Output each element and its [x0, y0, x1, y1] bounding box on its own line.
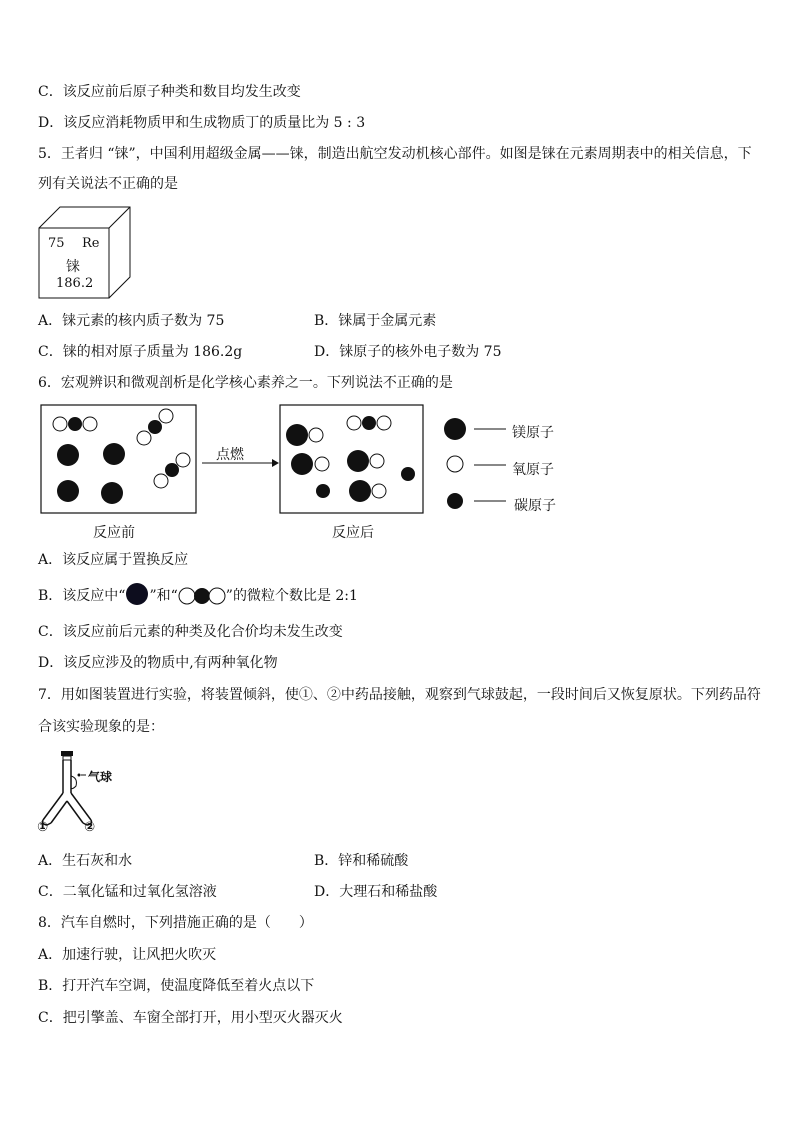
q6-stem: 6．宏观辨识和微观剖析是化学核心素养之一。下列说法不正确的是 — [38, 375, 453, 391]
q5-stem-cont: 列有关说法不正确的是 — [38, 176, 178, 192]
oxygen-atom — [176, 453, 190, 467]
carbon-atom — [165, 463, 179, 477]
q6-option-b — [38, 586, 358, 606]
q5-option-b: B．铼属于金属元素 — [314, 313, 437, 329]
legend-oxygen: 氧原子 — [512, 462, 554, 478]
q8-option-a: A．加速行驶，让风把火吹灭 — [38, 947, 217, 963]
before-label: 反应前 — [93, 525, 135, 541]
q5-stem: 5．王者归 “铼”，中国利用超级金属——铼，制造出航空发动机核心部件。如图是铼在元素周期表中的相关信息，下 — [38, 146, 752, 162]
legend-oxygen-icon — [447, 456, 463, 472]
q5-option-c: C．铼的相对原子质量为 186.2g — [38, 344, 243, 360]
legend-magnesium-icon — [444, 418, 466, 440]
oxygen-atom — [154, 474, 168, 488]
balloon-label: 气球 — [88, 770, 113, 784]
magnesium-atom — [103, 443, 125, 465]
q8-option-c: C．把引擎盖、车窗全部打开，用小型灭火器灭火 — [38, 1010, 343, 1026]
arrow-label: 点燃 — [216, 447, 244, 463]
carbon-atom — [148, 420, 162, 434]
atomic-number: 75 — [48, 236, 65, 251]
q8-option-b: B．打开汽车空调，使温度降低至着火点以下 — [38, 978, 315, 994]
q7-stem: 7．用如图装置进行实验，将装置倾斜，使①、②中药品接触，观察到气球鼓起，一段时间后又恢复原状。下列药品符 — [38, 687, 761, 703]
q6-option-a: A．该反应属于置换反应 — [38, 552, 189, 568]
magnesium-atom — [101, 482, 123, 504]
legend-carbon: 碳原子 — [514, 498, 556, 514]
q6-option-d: D．该反应涉及的物质中,有两种氧化物 — [38, 655, 278, 671]
magnesium-atom — [57, 480, 79, 502]
left-mark: ① — [37, 820, 49, 835]
oxygen-atom — [53, 417, 67, 431]
element-symbol: Re — [82, 236, 100, 251]
y-tube-diagram — [38, 748, 128, 838]
q7-option-a: A．生石灰和水 — [38, 853, 133, 869]
q6-option-b-text1: B．该反应中“ — [38, 588, 126, 604]
after-label: 反应后 — [332, 525, 374, 541]
carbon-dioxide-particle-icon — [178, 587, 226, 605]
oxygen-atom — [137, 431, 151, 445]
q5-option-d: D．铼原子的核外电子数为 75 — [314, 344, 502, 360]
element-name: 铼 — [66, 259, 80, 275]
q8-stem: 8．汽车自燃时，下列措施正确的是（ ） — [38, 915, 313, 931]
q7-stem-cont: 合该实验现象的是： — [38, 719, 164, 735]
magnesium-atom — [57, 444, 79, 466]
q6-option-b-text2: ”和“ — [149, 588, 178, 604]
legend-magnesium: 镁原子 — [512, 425, 554, 441]
q7-option-d: D．大理石和稀盐酸 — [314, 884, 438, 900]
q5-option-a: A．铼元素的核内质子数为 75 — [38, 313, 225, 329]
q7-option-c: C．二氧化锰和过氧化氢溶液 — [38, 884, 217, 900]
oxygen-atom — [83, 417, 97, 431]
magnesium-particle-icon — [125, 587, 149, 605]
right-mark: ② — [84, 820, 96, 835]
atomic-mass: 186.2 — [56, 276, 94, 291]
q6-option-c: C．该反应前后元素的种类及化合价均未发生改变 — [38, 624, 343, 640]
carbon-atom — [68, 417, 82, 431]
option-c-prev: C．该反应前后原子种类和数目均发生改变 — [38, 84, 301, 100]
q6-option-b-text3: ”的微粒个数比是 2:1 — [225, 588, 358, 604]
q7-option-b: B．锌和稀硫酸 — [314, 853, 409, 869]
option-d-prev: D．该反应消耗物质甲和生成物质丁的质量比为 5 : 3 — [38, 115, 366, 131]
oxygen-atom — [159, 409, 173, 423]
legend-carbon-icon — [447, 493, 463, 509]
